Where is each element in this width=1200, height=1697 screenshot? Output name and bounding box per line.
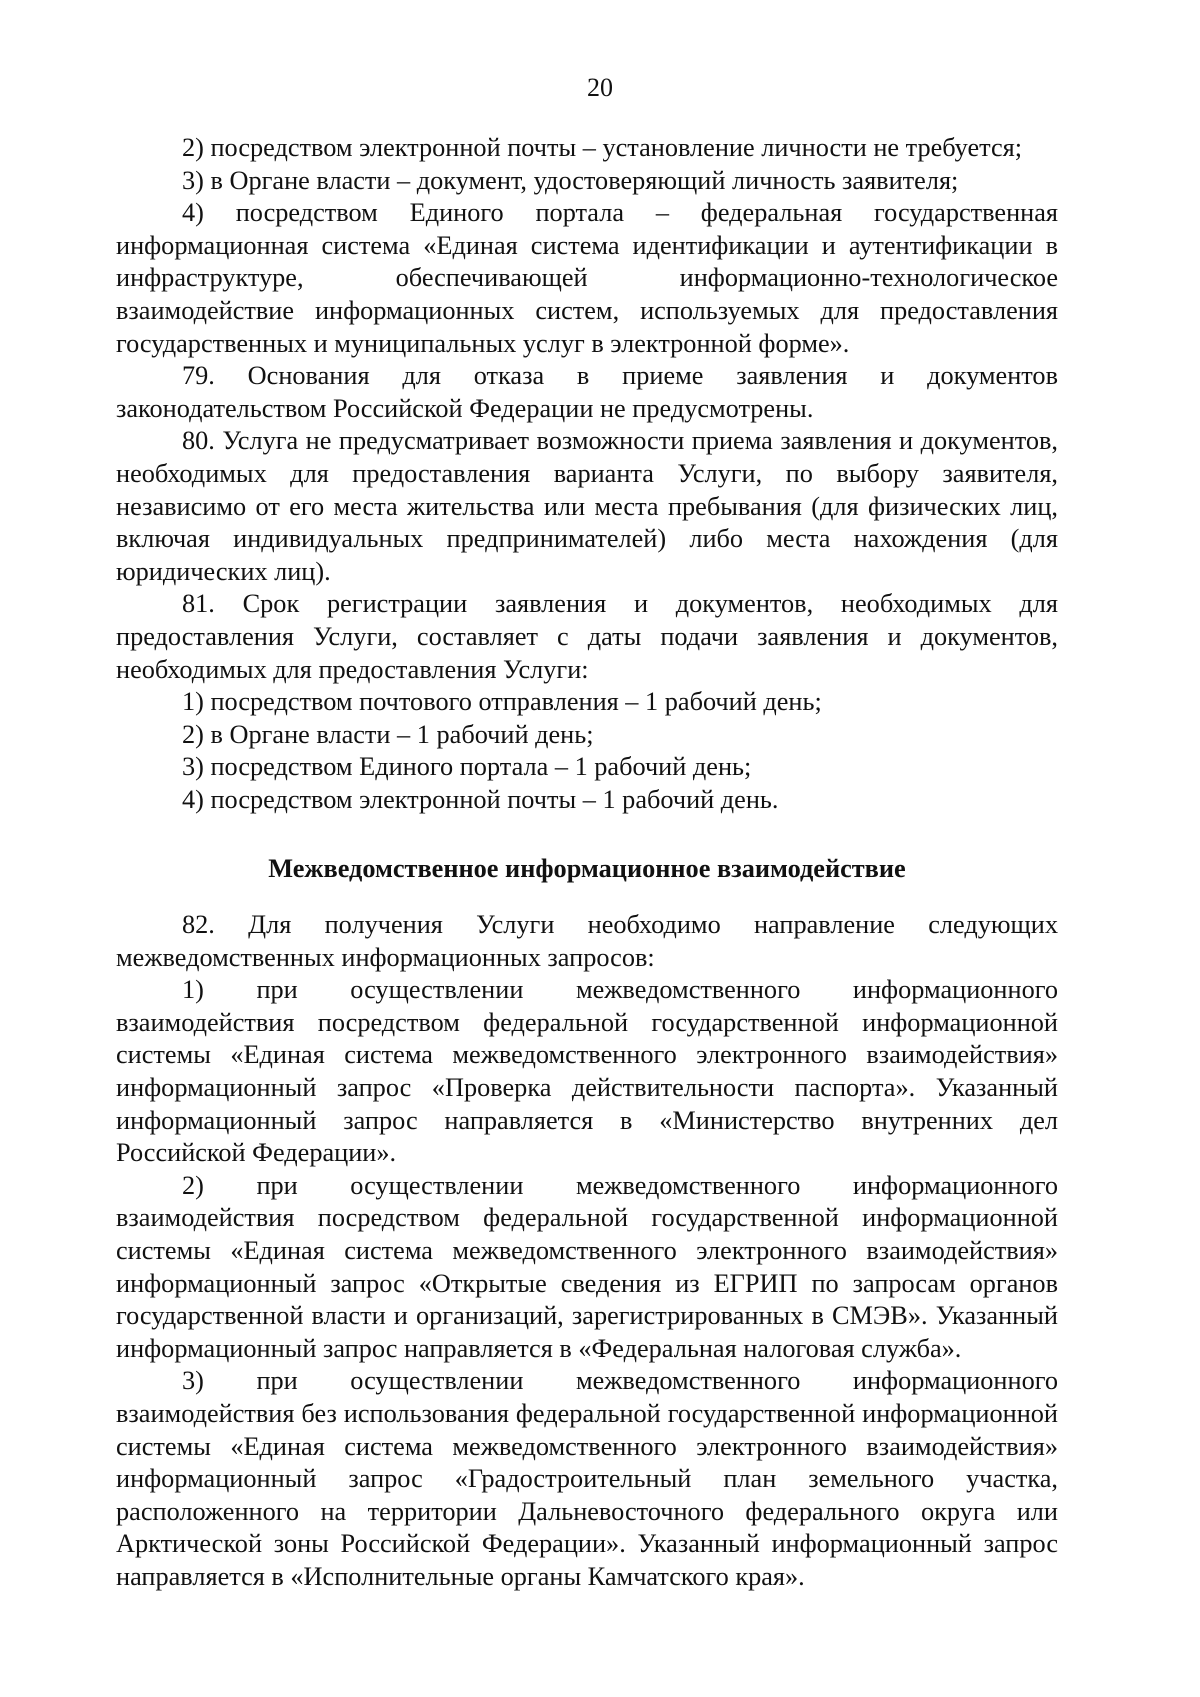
- paragraph: 2) посредством электронной почты – установление личности не требуется;: [182, 133, 1023, 162]
- paragraph: 82. Для получения Услуги необходимо направление следующих межведомственных информационных запросов:: [116, 910, 1058, 972]
- paragraph: 3) в Органе власти – документ, удостоверяющий личность заявителя;: [182, 165, 959, 195]
- paragraph: 1) при осуществлении межведомственного информационного взаимодействия посредством федеральной государственной информационной системы «Единая система межведомственного электронного взаимодействия» информационный запрос «Проверка действительности паспорта». Указанный информационный запрос направляется в «Министерство внутренних дел Российской Федерации».: [116, 975, 1058, 1168]
- page-number: 20: [587, 73, 613, 102]
- paragraph: 4) посредством Единого портала – федеральная государственная информационная система «Единая система идентификации и аутентификации в инфраструктуре, обеспечивающей информационно-технологическое взаимодействие информационных систем, используемых для предоставления государственных и муниципальных услуг в электронной форме».: [116, 198, 1058, 358]
- paragraph: 79. Основания для отказа в приеме заявления и документов законодательством Российской Федерации не предусмотрены.: [116, 361, 1058, 423]
- paragraph: 2) при осуществлении межведомственного информационного взаимодействия посредством федеральной государственной информационной системы «Единая система межведомственного электронного взаимодействия» информационный запрос «Открытые сведения из ЕГРИП по запросам органов государственной власти и организаций, зарегистрированных в СМЭВ». Указанный информационный запрос направляется в «Федеральная налоговая служба».: [116, 1170, 1058, 1363]
- paragraph: 3) посредством Единого портала – 1 рабочий день;: [182, 752, 752, 782]
- paragraph: 2) в Органе власти – 1 рабочий день;: [182, 719, 594, 749]
- paragraph: 1) посредством почтового отправления – 1 рабочий день;: [182, 687, 822, 717]
- paragraph: 80. Услуга не предусматривает возможности приема заявления и документов, необходимых для предоставления варианта Услуги, по выбору заявителя, независимо от его места жительства или места пребывания (для физических лиц, включая индивидуальных предпринимателей) либо места нахождения (для юридических лиц).: [116, 426, 1058, 586]
- paragraph: 4) посредством электронной почты – 1 рабочий день.: [182, 784, 779, 814]
- paragraph: 81. Срок регистрации заявления и документов, необходимых для предоставления Услуги, составляет с даты подачи заявления и документов, необходимых для предоставления Услуги:: [116, 589, 1058, 684]
- section-heading: Межведомственное информационное взаимодействие: [268, 854, 906, 884]
- paragraph: 3) при осуществлении межведомственного информационного взаимодействия без использования федеральной государственной информационной системы «Единая система межведомственного электронного взаимодействия» информационный запрос «Градостроительный план земельного участка, расположенного на территории Дальневосточного федерального округа или Арктической зоны Российской Федерации». Указанный информационный запрос направляется в «Исполнительные органы Камчатского края».: [116, 1366, 1058, 1591]
- document-body: [116, 132, 1058, 1594]
